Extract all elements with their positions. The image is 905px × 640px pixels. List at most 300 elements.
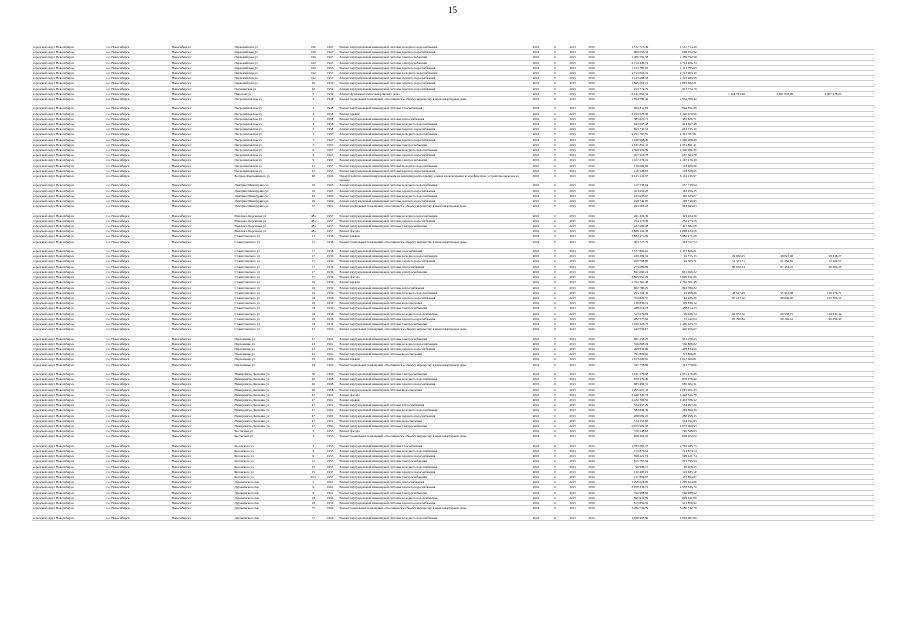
table-cell: 1936 xyxy=(322,254,339,259)
table-cell: 2016 xyxy=(582,254,601,259)
table-cell: Полевинская ул xyxy=(234,86,305,91)
table-cell: 19 xyxy=(305,311,322,316)
table-cell: 1 865 662,21 xyxy=(601,81,649,86)
table-cell: 0 xyxy=(546,122,563,127)
table-cell: 48а xyxy=(305,224,322,229)
table-cell: городской округ Новосибирск xyxy=(32,506,105,515)
table-cell: г.о. Новосибирск xyxy=(105,60,170,65)
table-cell: 17 xyxy=(305,239,322,248)
table-cell: 2 448 320,78 xyxy=(601,392,649,397)
table-cell: 2016 xyxy=(525,65,546,70)
table-cell: 0 xyxy=(546,311,563,316)
table-cell: 2016 xyxy=(582,285,601,290)
table-cell: 1967 xyxy=(322,153,339,158)
table-cell: 2016 xyxy=(582,352,601,357)
table-cell: г.о. Новосибирск xyxy=(105,448,170,453)
table-cell: 2015 xyxy=(563,490,582,495)
table-cell: Ремонт внутридомовой инженерной системы холодного водоснабжения xyxy=(339,254,526,259)
table-cell: 0 xyxy=(546,515,563,520)
table-cell: 43 xyxy=(305,341,322,346)
table-cell: 1960 xyxy=(322,193,339,198)
table-cell: г.о. Новосибирск xyxy=(105,418,170,423)
table-cell: Станиславского ул xyxy=(234,249,305,254)
table-cell: 51 142,04 xyxy=(649,316,697,321)
table-cell: 0 xyxy=(546,397,563,402)
table-cell: 1938 xyxy=(322,249,339,254)
table-cell: 2016 xyxy=(582,111,601,116)
table-cell: городской округ Новосибирск xyxy=(32,91,105,96)
table-cell: Петропавловская ул xyxy=(234,148,305,153)
table-cell: Новосибирск г xyxy=(171,500,234,505)
table-cell: г.о. Новосибирск xyxy=(105,371,170,376)
table-cell: 608 402,02 xyxy=(649,434,697,443)
table-cell: 2 762 361,48 xyxy=(649,280,697,285)
table-cell: Новосибирск г xyxy=(171,239,234,248)
table-cell: Новосибирск г xyxy=(171,306,234,311)
table-cell: 766 988,92 xyxy=(601,490,649,495)
table-cell: г.о. Новосибирск xyxy=(105,158,170,163)
table-cell: городской округ Новосибирск xyxy=(32,55,105,60)
table-cell: 0 xyxy=(546,174,563,183)
table-cell: 2016 xyxy=(525,122,546,127)
table-cell: 2016 xyxy=(525,290,546,295)
table-cell: г.о. Новосибирск xyxy=(105,249,170,254)
table-cell: Дуровинского пер xyxy=(234,490,305,495)
table-cell: Ремонт внутридомовой инженерной системы горячего водоснабжения xyxy=(339,199,526,204)
table-cell: 0 xyxy=(546,295,563,300)
table-cell: 19 xyxy=(305,301,322,306)
table-cell: г.о. Новосибирск xyxy=(105,275,170,280)
table-cell: 165 633,07 xyxy=(601,193,649,198)
table-row xyxy=(32,515,874,520)
table-cell: г.о. Новосибирск xyxy=(105,55,170,60)
table-cell: г.о. Новосибирск xyxy=(105,116,170,121)
table-cell: 5 xyxy=(305,91,322,96)
table-cell: 0 xyxy=(546,199,563,204)
table-cell: Новосибирск г xyxy=(171,423,234,428)
table-cell: г.о. Новосибирск xyxy=(105,127,170,132)
table-cell: 2016 xyxy=(525,459,546,464)
table-cell: 2015 xyxy=(563,142,582,147)
table-cell: 427 682,08 xyxy=(649,224,697,229)
table-cell: Петропавловская ул xyxy=(234,137,305,142)
table-cell: городской округ Новосибирск xyxy=(32,495,105,500)
table-cell: городской округ Новосибирск xyxy=(32,490,105,495)
table-cell: городской округ Новосибирск xyxy=(32,371,105,376)
table-cell: 2015 xyxy=(563,301,582,306)
table-cell: 0 xyxy=(546,86,563,91)
table-cell: 0 xyxy=(546,269,563,274)
table-cell: 21 xyxy=(305,168,322,173)
table-cell: городской округ Новосибирск xyxy=(32,500,105,505)
table-cell: 48 810,08 xyxy=(746,254,794,259)
table-cell: 2015 xyxy=(563,137,582,142)
table-cell: 0 xyxy=(546,429,563,434)
table-cell xyxy=(746,515,794,520)
table-cell: г.о. Новосибирск xyxy=(105,71,170,76)
table-cell: Новосибирск г xyxy=(171,234,234,239)
table-cell: 282 577,66 xyxy=(601,316,649,321)
table-cell xyxy=(794,204,842,213)
table-cell: 2 762 361,48 xyxy=(601,280,649,285)
table-cell: 815 765,94 xyxy=(649,459,697,464)
table-cell: 17 xyxy=(305,264,322,269)
table-cell: 1957 xyxy=(322,76,339,81)
table-cell: 294 104,44 xyxy=(601,290,649,295)
table-cell: 2016 xyxy=(582,515,601,520)
table-cell: Новосибирск г xyxy=(171,55,234,60)
table-cell: Ремонт внутридомовой инженерной системы холодного водоснабжения xyxy=(339,341,526,346)
table-cell: г.о. Новосибирск xyxy=(105,392,170,397)
table-cell xyxy=(842,97,874,106)
table-cell: Новосибирск г xyxy=(171,485,234,490)
table-cell: 1 865 662,21 xyxy=(649,81,697,86)
table-cell: Дуровинского пер xyxy=(234,515,305,520)
table-cell: Первомайская ул xyxy=(234,71,305,76)
table-cell: 556 868,02 xyxy=(601,341,649,346)
table-cell: городской округ Новосибирск xyxy=(32,346,105,351)
table-cell: 1963 xyxy=(322,188,339,193)
table-cell: 46 xyxy=(305,387,322,392)
table-cell: Немировича-Данченко ул xyxy=(234,418,305,423)
table-cell: 2015 xyxy=(563,515,582,520)
table-cell: Немировича-Данченко ул xyxy=(234,387,305,392)
table-cell xyxy=(842,327,874,336)
table-cell: 19 xyxy=(305,321,322,326)
table-cell: 1953 xyxy=(322,454,339,459)
table-cell: г.о. Новосибирск xyxy=(105,327,170,336)
table-cell: 2015 xyxy=(563,111,582,116)
table-cell: 534 997,29 xyxy=(601,403,649,408)
table-cell: 899 641,89 xyxy=(601,495,649,500)
table-cell: 49 428,74 xyxy=(649,311,697,316)
table-cell: Станиславского ул xyxy=(234,264,305,269)
table-cell: 2016 xyxy=(525,387,546,392)
table-cell: Новосибирск г xyxy=(171,506,234,515)
table-cell: Петропавловская ул xyxy=(234,97,305,106)
table-cell: 384 899,39 xyxy=(649,408,697,413)
table-cell: 68 618,27 xyxy=(794,254,842,259)
table-cell: 9 xyxy=(305,454,322,459)
table-cell: Дмитрия Шамшурина ул xyxy=(234,183,305,188)
table-cell: Новосибирск г xyxy=(171,316,234,321)
table-cell: 1961 xyxy=(322,204,339,213)
table-cell: 598 421,74 xyxy=(649,454,697,459)
table-cell: г.о. Новосибирск xyxy=(105,132,170,137)
table-cell: г.о. Новосибирск xyxy=(105,506,170,515)
table-cell: Ремонт внутридомовой инженерной системы холодного водоснабжения xyxy=(339,193,526,198)
table-cell: 0 xyxy=(546,280,563,285)
table-cell: г.о. Новосибирск xyxy=(105,352,170,357)
table-cell: городской округ Новосибирск xyxy=(32,122,105,127)
table-cell: 0 xyxy=(546,321,563,326)
table-cell: 2015 xyxy=(563,65,582,70)
table-cell: 1 289 792,58 xyxy=(649,55,697,60)
table-cell: Ремонт внутридомовой инженерной системы холодного водоснабжения xyxy=(339,290,526,295)
table-cell: 1961 xyxy=(322,408,339,413)
table-cell: Первомайская ул xyxy=(234,76,305,81)
table-cell: 2016 xyxy=(525,229,546,234)
table-cell: Ремонт внутридомовой инженерной системы холодного водоснабжения xyxy=(339,377,526,382)
table-cell: 0 xyxy=(546,50,563,55)
table-cell: 1957 xyxy=(322,229,339,234)
table-cell xyxy=(794,362,842,371)
table-cell: 2016 xyxy=(582,301,601,306)
table-cell: г.о. Новосибирск xyxy=(105,264,170,269)
table-cell: Ремонт внутридомовой инженерной системы электроснабжения xyxy=(339,224,526,229)
table-cell: 379 822,57 xyxy=(601,295,649,300)
table-cell xyxy=(842,204,874,213)
table-cell: 95 912,68 xyxy=(746,290,794,295)
table-cell: Новосибирск г xyxy=(171,490,234,495)
table-cell: городской округ Новосибирск xyxy=(32,158,105,163)
table-cell: 0 xyxy=(546,264,563,269)
table-cell: 2015 xyxy=(563,469,582,474)
table-cell: 6 141 862,34 xyxy=(601,91,649,96)
table-cell: г.о. Новосибирск xyxy=(105,306,170,311)
table-cell: 1961 xyxy=(322,413,339,418)
table-cell: 720 548,63 xyxy=(649,429,697,434)
table-cell: Пархоменко ул xyxy=(234,357,305,362)
table-cell: Ремонт внутридомовой инженерной системы горячего водоснабжения xyxy=(339,382,526,387)
table-cell: 2015 xyxy=(563,377,582,382)
table-cell: городской округ Новосибирск xyxy=(32,132,105,137)
table-cell: 1951 xyxy=(322,327,339,336)
table-cell: г.о. Новосибирск xyxy=(105,382,170,387)
table-cell: Ремонт внутридомовой инженерной системы горячего водоснабжения xyxy=(339,76,526,81)
table-cell: городской округ Новосибирск xyxy=(32,45,105,50)
table-cell: 2016 xyxy=(525,321,546,326)
table-cell: Новосибирск г xyxy=(171,81,234,86)
table-cell: 2016 xyxy=(525,97,546,106)
table-cell: 2015 xyxy=(563,480,582,485)
table-cell: 25 xyxy=(305,469,322,474)
table-cell: 160 xyxy=(305,65,322,70)
table-cell: Ремонт внутридомовой инженерной системы холодного водоснабжения xyxy=(339,183,526,188)
table-cell: 2016 xyxy=(582,71,601,76)
table-cell: 2015 xyxy=(563,193,582,198)
table-cell: 0 xyxy=(546,254,563,259)
table-cell: Ремонт внутридомовой инженерной системы газоснабжения xyxy=(339,106,526,111)
table-cell: Станиславского ул xyxy=(234,275,305,280)
table-cell: Новосибирск г xyxy=(171,290,234,295)
table-cell: 1961 xyxy=(322,341,339,346)
table-cell: 1959 xyxy=(322,285,339,290)
table-cell: городской округ Новосибирск xyxy=(32,183,105,188)
table-cell: 2016 xyxy=(582,91,601,96)
table-cell: Новосибирск г xyxy=(171,142,234,147)
table-cell: 2016 xyxy=(525,60,546,65)
table-cell: 1967 xyxy=(322,148,339,153)
table-cell: 2 191 787,81 xyxy=(649,132,697,137)
table-cell: Ремонт внутридомовой инженерной системы холодного водоснабжения xyxy=(339,464,526,469)
table-cell: 657 563,78 xyxy=(601,153,649,158)
table-cell: Дмитрия Шамшурина ул xyxy=(234,199,305,204)
table-cell: Новосибирск г xyxy=(171,218,234,223)
table-row xyxy=(32,239,874,248)
table-cell: Новосибирск г xyxy=(171,327,234,336)
table-cell: 2015 xyxy=(563,71,582,76)
table-cell: Ремонт подвальных помещений, относящихся к общему имуществу в многоквартирном доме xyxy=(339,506,526,515)
table-cell: 3 280 732,79 xyxy=(649,506,697,515)
table-cell: 17 xyxy=(305,254,322,259)
table-cell: 0 xyxy=(546,448,563,453)
table-cell: 2016 xyxy=(525,371,546,376)
table-cell: 157 894,87 xyxy=(601,474,649,479)
table-cell: 2015 xyxy=(563,224,582,229)
table-cell: г.о. Новосибирск xyxy=(105,500,170,505)
table-cell: 2015 xyxy=(563,485,582,490)
table-cell: г.о. Новосибирск xyxy=(105,295,170,300)
table-cell: 6 101 116,97 xyxy=(649,174,697,183)
table-cell xyxy=(794,239,842,248)
table-cell xyxy=(842,434,874,443)
table-cell: Ремонт подвальных помещений, относящихся к общему имуществу в многоквартирном доме xyxy=(339,239,526,248)
table-cell: 2015 xyxy=(563,199,582,204)
table-cell: 2016 xyxy=(582,188,601,193)
table-cell: Новосибирск г xyxy=(171,174,234,183)
table-cell: Станиславского ул xyxy=(234,234,305,239)
table-cell: Петропавловская ул xyxy=(234,127,305,132)
table-cell: 7 xyxy=(305,137,322,142)
table-cell: городской округ Новосибирск xyxy=(32,224,105,229)
table-cell: Станиславского ул xyxy=(234,280,305,285)
table-cell: 1958 xyxy=(322,116,339,121)
table-cell: 2016 xyxy=(525,506,546,515)
table-cell: Ремонт внутридомовой инженерной системы водоотведения xyxy=(339,352,526,357)
table-cell: 2016 xyxy=(582,275,601,280)
table-cell: Станиславского ул xyxy=(234,295,305,300)
table-cell: Новосибирск г xyxy=(171,132,234,137)
table-cell: городской округ Новосибирск xyxy=(32,239,105,248)
table-cell: Ремонт внутридомовой инженерной системы холодного водоснабжения xyxy=(339,515,526,520)
table-cell: городской округ Новосибирск xyxy=(32,295,105,300)
table-cell xyxy=(698,327,746,336)
table-cell: 3 883 471,09 xyxy=(649,234,697,239)
table-cell: 5 xyxy=(305,480,322,485)
table-cell xyxy=(794,506,842,515)
table-cell: 341 778,86 xyxy=(601,362,649,371)
table-cell: г.о. Новосибирск xyxy=(105,254,170,259)
table-cell: 0 xyxy=(546,259,563,264)
table-cell: 0 xyxy=(546,163,563,168)
table-cell: 420 056,67 xyxy=(601,327,649,336)
table-cell: г.о. Новосибирск xyxy=(105,413,170,418)
table-cell xyxy=(746,97,794,106)
table-cell: 1963 xyxy=(322,60,339,65)
table-cell: 1 123 785,63 xyxy=(649,65,697,70)
table-cell: 2016 xyxy=(582,122,601,127)
table-cell: 0 xyxy=(546,316,563,321)
table-cell: городской округ Новосибирск xyxy=(32,382,105,387)
table-cell: 1 013 600,81 xyxy=(649,357,697,362)
table-cell: 1 123 688,58 xyxy=(601,76,649,81)
table-cell: Новосибирск г xyxy=(171,459,234,464)
table-cell: г.о. Новосибирск xyxy=(105,259,170,264)
table-cell: 2016 xyxy=(582,443,601,448)
table-cell: 0 xyxy=(546,97,563,106)
table-cell: 2016 xyxy=(525,275,546,280)
table-cell: Новосибирск г xyxy=(171,382,234,387)
table-cell: Станиславского ул xyxy=(234,269,305,274)
table-cell: 2016 xyxy=(582,371,601,376)
table-cell: городской округ Новосибирск xyxy=(32,341,105,346)
table-cell: Новосибирск г xyxy=(171,408,234,413)
table-cell: Новосибирск г xyxy=(171,76,234,81)
table-cell: Новосибирск г xyxy=(171,377,234,382)
table-cell: 2016 xyxy=(582,45,601,50)
table-cell xyxy=(746,174,794,183)
table-cell: 0 xyxy=(546,81,563,86)
table-cell: 2016 xyxy=(525,280,546,285)
table-cell: 3 809 651,09 xyxy=(649,275,697,280)
table-cell: 2015 xyxy=(563,204,582,213)
table-cell: 88 600,40 xyxy=(746,295,794,300)
table-cell: 2015 xyxy=(563,408,582,413)
table-cell: 2015 xyxy=(563,311,582,316)
table-cell: 1 162 765,68 xyxy=(698,91,746,96)
table-cell: Ремонт внутридомовой инженерной системы теплоснабжения xyxy=(339,116,526,121)
table-cell: городской округ Новосибирск xyxy=(32,397,105,402)
table-cell: 2015 xyxy=(563,459,582,464)
table-cell: 2016 xyxy=(525,259,546,264)
table-cell: 1 031 276,68 xyxy=(601,371,649,376)
table-cell: 47 xyxy=(305,392,322,397)
table-cell: 2016 xyxy=(525,86,546,91)
table-cell: 21 xyxy=(305,327,322,336)
table-cell: 861 690,22 xyxy=(649,269,697,274)
table-cell: 118 600,60 xyxy=(649,163,697,168)
table-cell: Станиславского ул xyxy=(234,316,305,321)
table-cell: 2 714 406,74 xyxy=(649,60,697,65)
table-cell: 2016 xyxy=(525,76,546,81)
table-cell: городской округ Новосибирск xyxy=(32,408,105,413)
table-cell: городской округ Новосибирск xyxy=(32,76,105,81)
table-cell: 1959 xyxy=(322,81,339,86)
table-cell: 0 xyxy=(546,377,563,382)
table-cell: 1956 xyxy=(322,495,339,500)
table-cell: городской округ Новосибирск xyxy=(32,188,105,193)
table-cell: городской округ Новосибирск xyxy=(32,413,105,418)
repair-register-table xyxy=(32,45,874,521)
table-cell: 6 101 116,97 xyxy=(601,174,649,183)
table-cell: 19 xyxy=(305,316,322,321)
table-cell xyxy=(746,506,794,515)
table-cell: Ремонт внутридомовой инженерной системы горячего водоснабжения xyxy=(339,500,526,505)
table-cell: Котовского ул xyxy=(234,474,305,479)
table-cell: 1960 xyxy=(322,174,339,183)
table-cell: 0 xyxy=(546,392,563,397)
table-cell: 2016 xyxy=(525,311,546,316)
table-cell: 2016 xyxy=(582,469,601,474)
table-cell: 128 836,12 xyxy=(601,301,649,306)
table-cell: 2015 xyxy=(563,127,582,132)
table-cell: 0 xyxy=(546,464,563,469)
table-cell xyxy=(746,327,794,336)
table-cell: Новосибирск г xyxy=(171,397,234,402)
table-cell: Ремонт внутридомовой инженерной системы электроснабжения xyxy=(339,158,526,163)
table-cell: 0 xyxy=(546,45,563,50)
table-cell: 5 xyxy=(305,122,322,127)
table-cell: 1 167 276,19 xyxy=(601,158,649,163)
table-cell: г.о. Новосибирск xyxy=(105,91,170,96)
table-cell: Новосибирск г xyxy=(171,285,234,290)
table-cell: 2016 xyxy=(525,213,546,218)
table-cell: городской округ Новосибирск xyxy=(32,290,105,295)
table-cell: городской округ Новосибирск xyxy=(32,515,105,520)
table-cell: городской округ Новосибирск xyxy=(32,485,105,490)
table-cell: 401 204,39 xyxy=(649,213,697,218)
